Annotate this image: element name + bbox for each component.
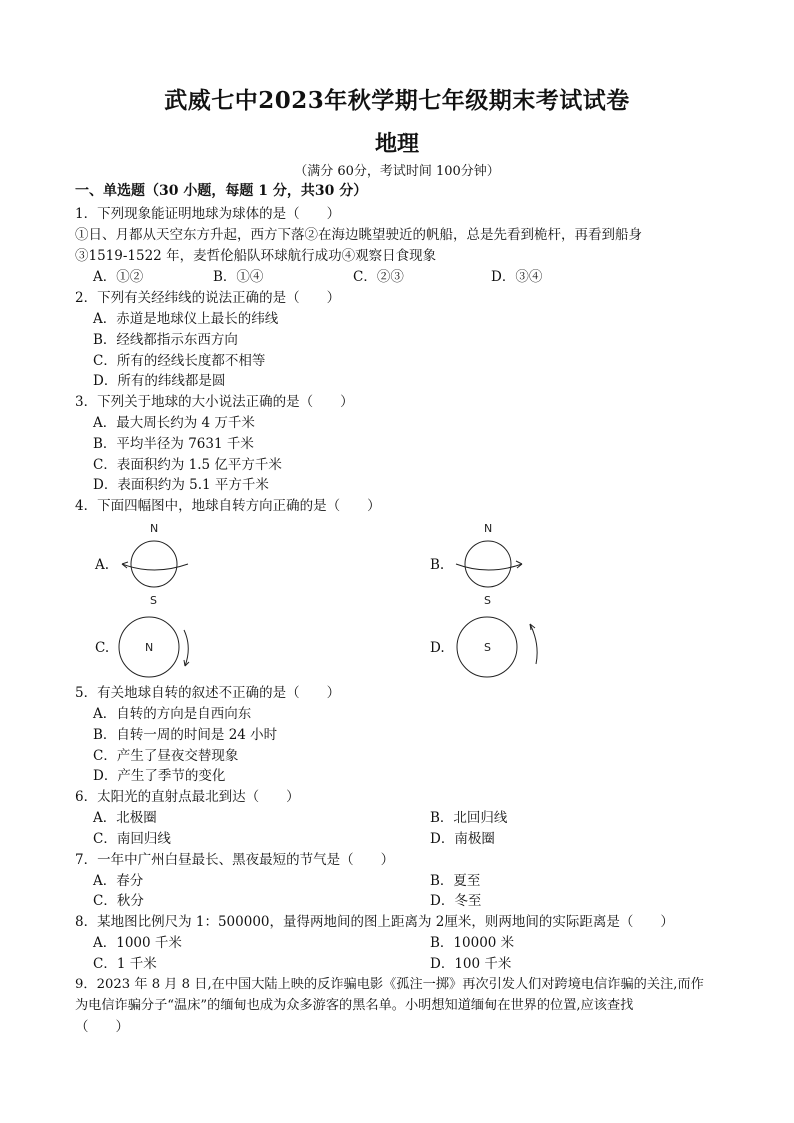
figure-d-globe-south-pole-view: [450, 614, 550, 684]
question-7-option-c: C．秋分: [93, 893, 144, 909]
exam-note: （满分 60分，考试时间 100分钟）: [294, 164, 500, 179]
question-6-option-d: D．南极圈: [430, 831, 495, 847]
exam-subject: 地理: [374, 131, 419, 157]
question-7-stem: 7．一年中广州白昼最长、黑夜最短的节气是（ ）: [75, 852, 395, 868]
question-3-option-b: B．平均半径为 7631 千米: [93, 436, 254, 452]
question-8-option-b: B．10000 米: [430, 935, 515, 951]
question-9-line: 为电信诈骗分子“温床”的缅甸也成为众多游客的黑名单。小明想知道缅甸在世界的位置,应该查找: [75, 998, 634, 1013]
south-label: S: [484, 641, 491, 654]
question-1-line: ③1519-1522 年，麦哲伦船队环球航行成功④观察日食现象: [75, 248, 437, 264]
question-4-stem: 4．下面四幅图中，地球自转方向正确的是（ ）: [75, 498, 381, 514]
question-9-stem: 9．2023 年 8 月 8 日,在中国大陆上映的反诈骗电影《孤注一掷》再次引发人们对跨境电信诈骗的关注,而作: [75, 977, 704, 992]
figure-a-globe-side-view: [110, 518, 200, 608]
question-1-option-d: D．③④: [491, 269, 543, 285]
question-9-line: （ ）: [75, 1019, 129, 1035]
question-3-stem: 3．下列关于地球的大小说法正确的是（ ）: [75, 394, 354, 410]
question-5-option-d: D．产生了季节的变化: [93, 768, 226, 784]
question-8-option-d: D．100 千米: [430, 956, 512, 972]
south-label: S: [150, 594, 157, 607]
question-3-option-c: C．表面积约为 1.5 亿平方千米: [93, 457, 282, 473]
question-6-option-c: C．南回归线: [93, 831, 171, 847]
question-8-stem: 8．某地图比例尺为 1：500000，量得两地间的图上距离为 2厘米，则两地间的实际距离是（ ）: [75, 914, 674, 930]
question-5-option-c: C．产生了昼夜交替现象: [93, 748, 239, 764]
question-2-option-d: D．所有的纬线都是圆: [93, 373, 226, 389]
north-label: N: [145, 641, 154, 654]
question-5-stem: 5．有关地球自转的叙述不正确的是（ ）: [75, 685, 341, 701]
question-3-option-d: D．表面积约为 5.1 平方千米: [93, 477, 269, 493]
question-1-option-c: C．②③: [353, 269, 404, 285]
question-2-option-b: B．经线都指示东西方向: [93, 332, 238, 348]
question-3-option-a: A．最大周长约为 4 万千米: [93, 415, 255, 431]
question-2-stem: 2．下列有关经纬线的说法正确的是（ ）: [75, 290, 341, 306]
figure-d-label: D.: [430, 640, 445, 656]
question-6-stem: 6．太阳光的直射点最北到达（ ）: [75, 789, 300, 805]
figure-c-label: C.: [95, 640, 110, 656]
figure-b-globe-side-view: [444, 518, 534, 608]
question-1-stem: 1．下列现象能证明地球为球体的是（ ）: [75, 206, 341, 222]
question-5-option-a: A．自转的方向是自西向东: [93, 706, 252, 722]
figure-b-label: B.: [430, 557, 445, 573]
question-1-option-a: A．①②: [93, 269, 144, 285]
question-6-option-b: B．北回归线: [430, 810, 508, 826]
section-heading: 一、单选题（30 小题，每题 1 分，共30 分）: [75, 183, 368, 199]
south-label: S: [484, 594, 491, 607]
question-8-option-a: A．1000 千米: [93, 935, 182, 951]
figure-c-globe-north-pole-view: [112, 614, 202, 684]
question-1-line: ①日、月都从天空东方升起，西方下落②在海边眺望驶近的帆船，总是先看到桅杆，再看到船身: [75, 227, 642, 243]
question-7-option-a: A．春分: [93, 873, 144, 889]
question-8-option-c: C．1 千米: [93, 956, 157, 972]
question-1-option-b: B．①④: [213, 269, 264, 285]
north-label: N: [484, 522, 493, 535]
figure-a-label: A.: [95, 557, 110, 573]
north-label: N: [150, 522, 159, 535]
exam-title: 武威七中2023年秋学期七年级期末考试试卷: [164, 87, 630, 114]
question-7-option-d: D．冬至: [430, 893, 482, 909]
question-6-option-a: A．北极圈: [93, 810, 157, 826]
question-5-option-b: B．自转一周的时间是 24 小时: [93, 727, 278, 743]
question-2-option-a: A．赤道是地球仪上最长的纬线: [93, 311, 279, 327]
question-2-option-c: C．所有的经线长度都不相等: [93, 353, 266, 369]
question-7-option-b: B．夏至: [430, 873, 481, 889]
